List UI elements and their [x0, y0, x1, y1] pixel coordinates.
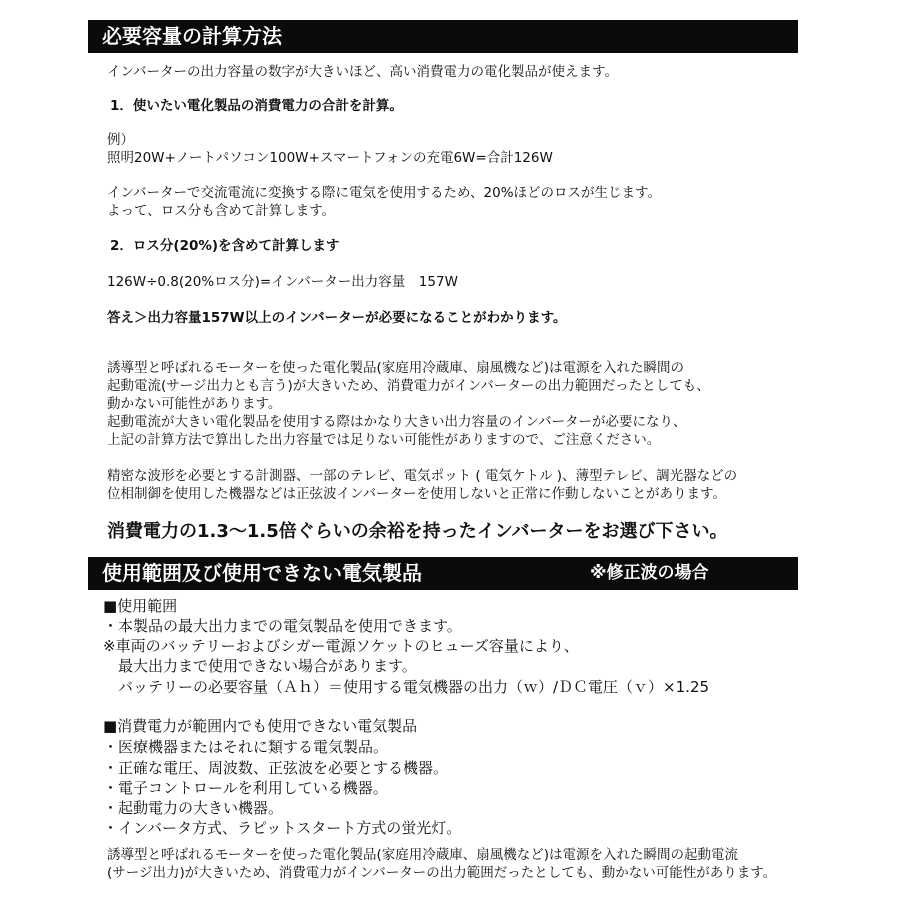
- unusable-item: ・インバータ方式、ラピットスタート方式の蛍光灯。: [103, 819, 462, 837]
- step2-heading: 2．ロス分(20%)を含めて計算します: [110, 238, 340, 254]
- section-header-usage: [88, 557, 798, 590]
- example-calc: 照明20W+ノートパソコン100W+スマートフォンの充電6W=合計126W: [107, 150, 553, 166]
- induction-note-3: 動かない可能性があります。: [107, 396, 282, 412]
- unusable-heading: ■消費電力が範囲内でも使用できない電気製品: [103, 717, 418, 735]
- range-item: 最大出力まで使用できない場合があります。: [118, 657, 417, 675]
- example-label: 例）: [107, 132, 134, 148]
- induction-note-4: 起動電流が大きい電化製品を使用する際はかなり大きい出力容量のインバーターが必要になり、: [107, 414, 687, 430]
- intro-text: インバーターの出力容量の数字が大きいほど、高い消費電力の電化製品が使えます。: [107, 64, 618, 80]
- section-header-capacity: [88, 20, 798, 53]
- range-heading: ■使用範囲: [103, 597, 178, 615]
- range-item: ・本製品の最大出力までの電気製品を使用できます。: [103, 617, 462, 635]
- recommendation-text: 消費電力の1.3～1.5倍ぐらいの余裕を持ったインバーターをお選び下さい。: [107, 521, 728, 542]
- induction-note-1: 誘導型と呼ばれるモーターを使った電化製品(家庭用冷蔵庫、扇風機など)は電源を入れた瞬間の: [107, 360, 684, 376]
- answer-text: 答え＞出力容量157W以上のインバーターが必要になることがわかります。: [107, 310, 567, 326]
- unusable-item: ・起動電力の大きい機器。: [103, 799, 284, 817]
- unusable-item: ・正確な電圧、周波数、正弦波を必要とする機器。: [103, 759, 449, 777]
- step1-heading: 1．使いたい電化製品の消費電力の合計を計算。: [110, 98, 403, 114]
- section-note: ※修正波の場合: [590, 563, 709, 583]
- precision-note-2: 位相制御を使用した機器などは正弦波インバーターを使用しないと正常に作動しないことがあります。: [107, 486, 726, 502]
- induction-note-5: 上記の計算方法で算出した出力容量では足りない可能性がありますので、ご注意ください。: [107, 432, 661, 448]
- unusable-item: ・電子コントロールを利用している機器。: [103, 779, 388, 797]
- induction-note-2: 起動電流(サージ出力とも言う)が大きいため、消費電力がインバーターの出力範囲だったとしても、: [107, 378, 710, 394]
- footer-note-1: 誘導型と呼ばれるモーターを使った電化製品(家庭用冷蔵庫、扇風機など)は電源を入れた瞬間の起動電流: [107, 847, 738, 863]
- range-item: ※車両のバッテリーおよびシガー電源ソケットのヒューズ容量により、: [103, 637, 579, 655]
- loss-note-2: よって、ロス分も含めて計算します。: [107, 203, 336, 219]
- section-title: 必要容量の計算方法: [102, 24, 282, 48]
- section-title: 使用範囲及び使用できない電気製品: [102, 561, 422, 585]
- precision-note-1: 精密な波形を必要とする計測器、一部のテレビ、電気ポット ( 電気ケトル )、薄型テレビ、調光器などの: [107, 468, 738, 484]
- unusable-item: ・医療機器またはそれに類する電気製品。: [103, 738, 389, 756]
- step2-calc: 126W÷0.8(20%ロス分)=インバーター出力容量 157W: [107, 274, 458, 290]
- footer-note-2: (サージ出力)が大きいため、消費電力がインバーターの出力範囲だったとしても、動かない可能性があります。: [107, 865, 777, 881]
- battery-formula: バッテリーの必要容量（Ａｈ）＝使用する電気機器の出力（ｗ）/ＤＣ電圧（ｖ）×1.25: [118, 678, 710, 696]
- loss-note-1: インバーターで交流電流に変換する際に電気を使用するため、20%ほどのロスが生じます。: [107, 185, 661, 201]
